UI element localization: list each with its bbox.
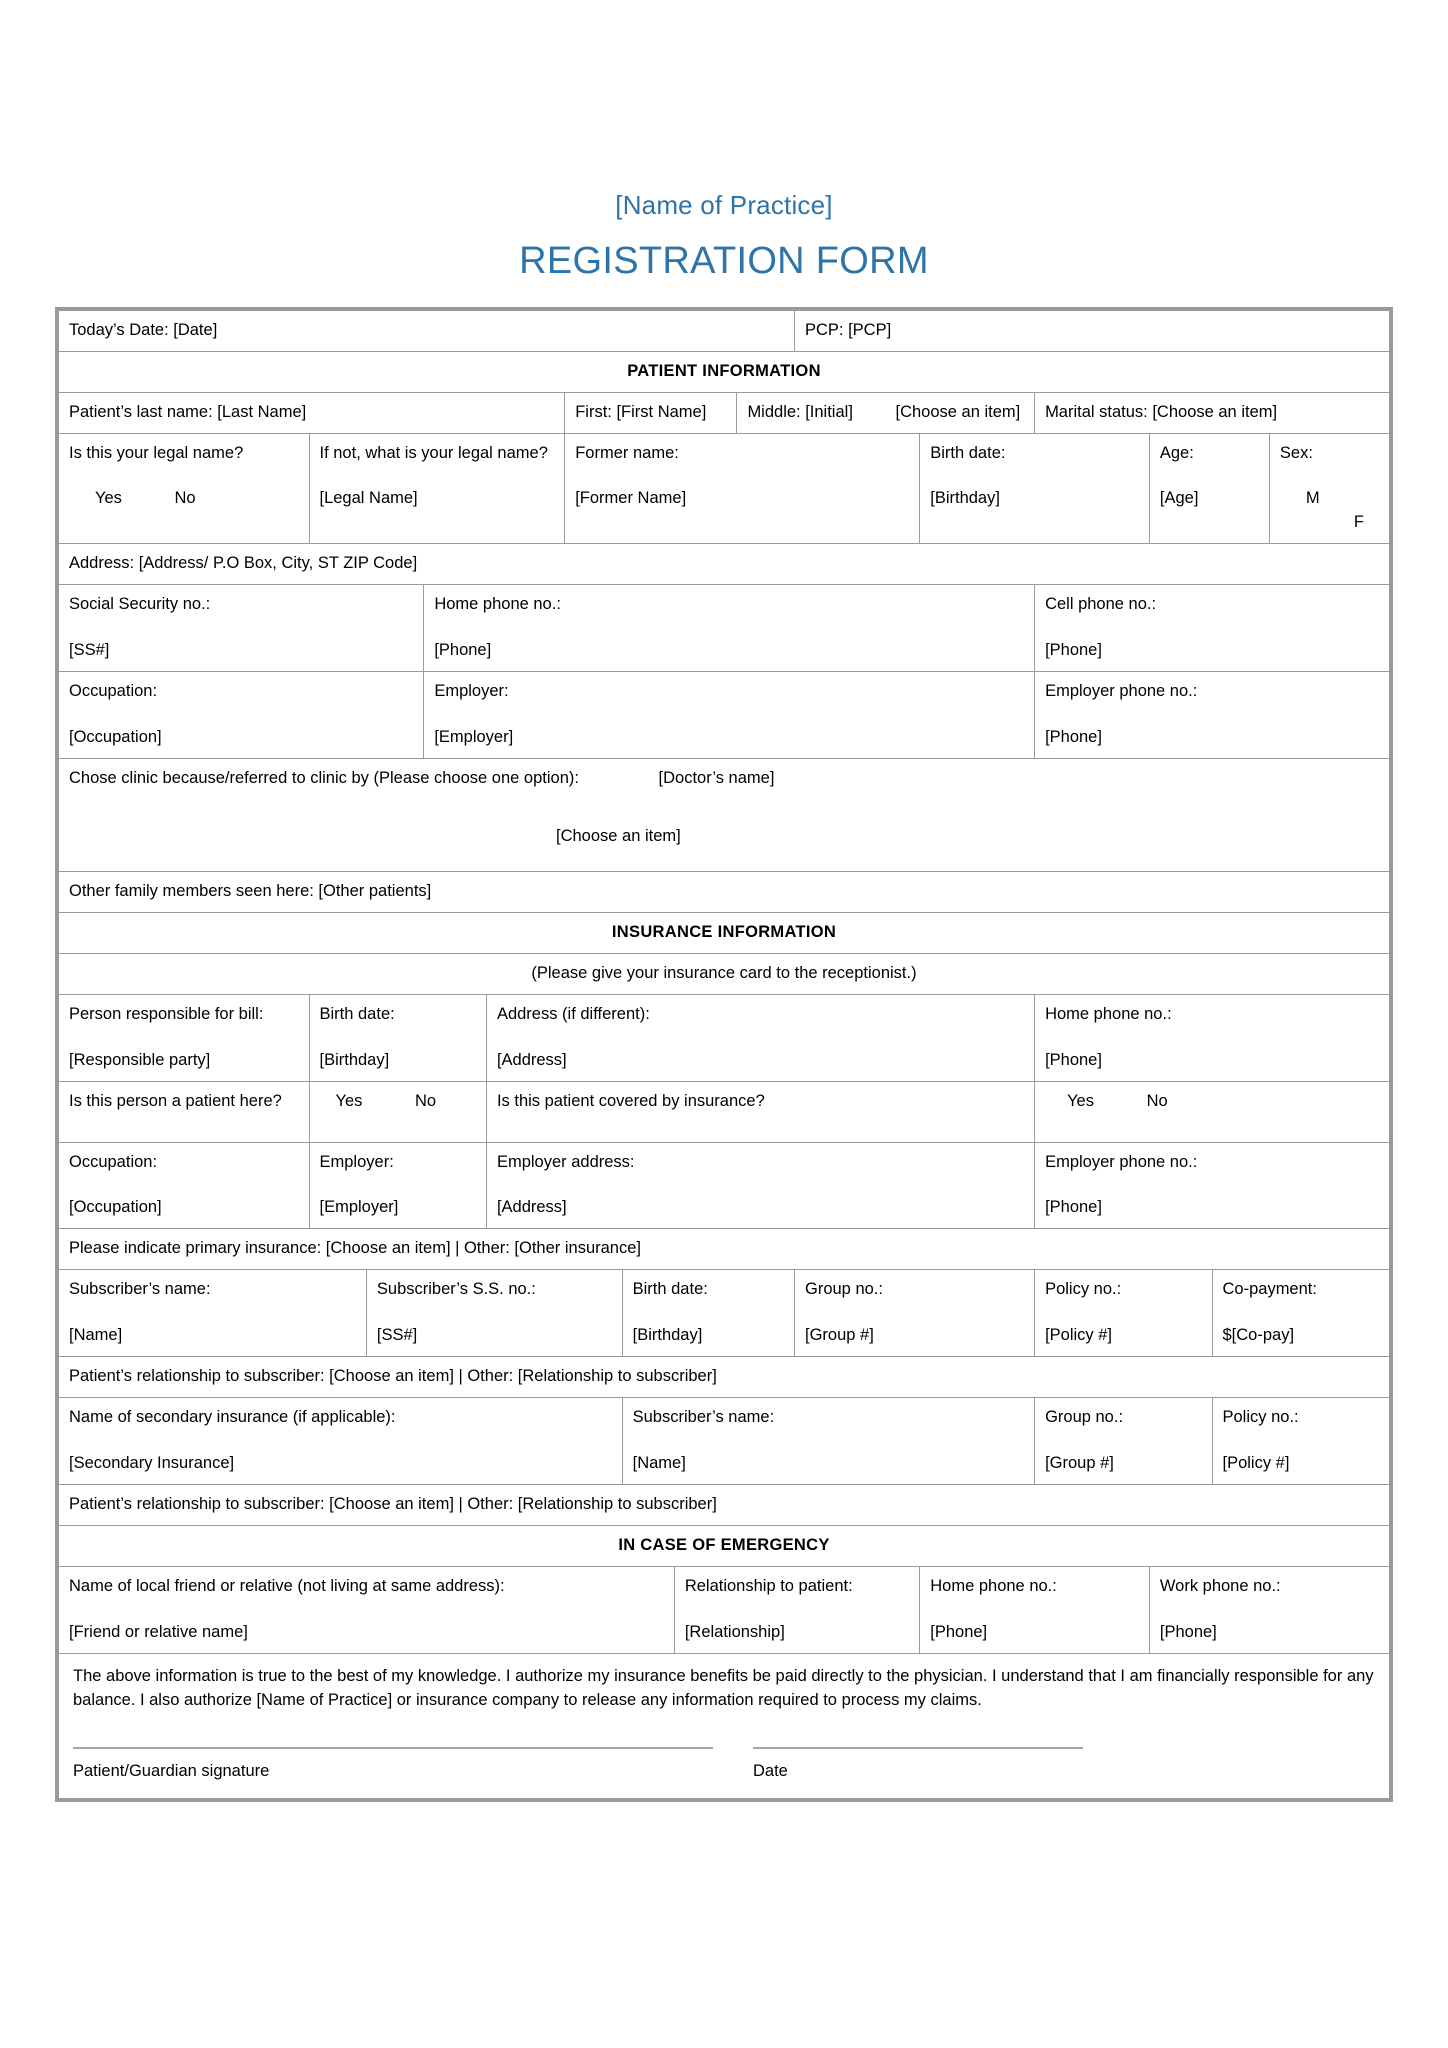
- is-person-patient-yesno-group[interactable]: [309, 1081, 486, 1142]
- signature-row: [59, 1713, 1389, 1798]
- insurance-employer-phone-label: Employer phone no.:: [1045, 1152, 1198, 1171]
- subscriber-birth-date-label: Birth date:: [632, 1280, 708, 1299]
- insurance-employer-label: Employer:: [319, 1152, 394, 1171]
- birth-date-label: Birth date:: [930, 443, 1006, 462]
- is-patient-covered-no-option[interactable]: No: [1146, 1091, 1168, 1110]
- table-row-card-note: [59, 953, 1390, 994]
- insurance-employer-phone-value[interactable]: [Phone]: [1045, 1198, 1102, 1217]
- home-phone-value[interactable]: [Phone]: [434, 641, 492, 660]
- insurance-employer-value[interactable]: [Employer]: [319, 1198, 399, 1217]
- chose-clinic-choose-item[interactable]: [Choose an item]: [556, 826, 681, 845]
- is-patient-covered-cell: [486, 1081, 1034, 1142]
- chose-clinic-label: Chose clinic because/referred to clinic by (Please choose one option):: [69, 768, 579, 787]
- secondary-subscriber-name-label: Subscriber’s name:: [632, 1408, 775, 1427]
- responsible-address-cell[interactable]: [486, 994, 1034, 1081]
- subscriber-ssn-value[interactable]: [SS#]: [376, 1326, 418, 1345]
- section-header-in-case-of-emergency: IN CASE OF EMERGENCY: [59, 1525, 1390, 1566]
- secondary-group-label: Group no.:: [1045, 1408, 1124, 1427]
- patient-middle-initial-cell[interactable]: [737, 392, 1035, 433]
- is-person-patient-no-option[interactable]: No: [415, 1091, 437, 1110]
- birth-date-value[interactable]: [Birthday]: [930, 489, 1000, 508]
- legal-name-question-cell: [59, 433, 310, 544]
- former-name-value[interactable]: [Former Name]: [575, 489, 687, 508]
- table-row-section-insurance: [59, 912, 1390, 953]
- cell-phone-value[interactable]: [Phone]: [1045, 641, 1102, 660]
- table-row-responsible-party: [59, 994, 1390, 1081]
- secondary-policy-label: Policy no.:: [1222, 1408, 1299, 1427]
- insurance-occupation-cell[interactable]: [59, 1142, 310, 1229]
- todays-date-cell[interactable]: [59, 310, 795, 351]
- is-patient-covered-label: Is this patient covered by insurance?: [496, 1091, 765, 1110]
- signature-field[interactable]: [73, 1747, 713, 1784]
- responsible-person-cell[interactable]: [59, 994, 310, 1081]
- other-family-members-label: Other family members seen here: [Other patients]: [69, 881, 432, 900]
- patient-last-name-cell[interactable]: [59, 392, 565, 433]
- relationship-primary-label: Patient’s relationship to subscriber: [Choose an item] | Other: [Relationship to subscriber]: [69, 1367, 717, 1386]
- is-person-patient-cell: [59, 1081, 310, 1142]
- subscriber-birth-date-cell[interactable]: [622, 1270, 794, 1357]
- table-row-section-emergency: [59, 1525, 1390, 1566]
- legal-name-no-option[interactable]: No: [174, 489, 196, 508]
- emergency-relationship-label: Relationship to patient:: [684, 1576, 853, 1595]
- responsible-home-phone-value[interactable]: [Phone]: [1045, 1050, 1102, 1069]
- attestation-cell: [59, 1653, 1390, 1798]
- table-row-attestation: [59, 1653, 1390, 1798]
- table-row-primary-insurance: [59, 1229, 1390, 1270]
- emergency-work-phone-label: Work phone no.:: [1159, 1576, 1281, 1595]
- subscriber-policy-cell[interactable]: [1035, 1270, 1212, 1357]
- legal-name-cell[interactable]: [309, 433, 565, 544]
- age-label: Age:: [1159, 443, 1194, 462]
- emergency-home-phone-value[interactable]: [Phone]: [930, 1622, 988, 1641]
- todays-date-label: Today’s Date: [Date]: [69, 320, 218, 339]
- secondary-policy-cell[interactable]: [1212, 1398, 1390, 1485]
- table-row-date-pcp: [59, 310, 1390, 351]
- subscriber-ssn-label: Subscriber’s S.S. no.:: [376, 1280, 536, 1299]
- attestation-text: The above information is true to the best of my knowledge. I authorize my insurance benefits be paid directly to the physician. I understand that I am financially responsible for any balance. I also authorize [Name of Practice] or insurance company to release any information required to process my claims.: [73, 1666, 1374, 1710]
- birth-date-cell[interactable]: [920, 433, 1150, 544]
- sex-male-option[interactable]: M: [1305, 489, 1320, 508]
- table-row-insurance-questions: [59, 1081, 1390, 1142]
- secondary-insurance-label: Name of secondary insurance (if applicable):: [69, 1408, 396, 1427]
- other-family-members-cell[interactable]: [59, 871, 1390, 912]
- date-line: [753, 1747, 1083, 1749]
- employer-phone-value[interactable]: [Phone]: [1045, 728, 1102, 746]
- subscriber-name-label: Subscriber’s name:: [69, 1280, 211, 1299]
- table-row-emergency-contact: [59, 1566, 1390, 1653]
- primary-insurance-label: Please indicate primary insurance: [Choose an item] | Other: [Other insurance]: [69, 1239, 641, 1258]
- secondary-group-value[interactable]: [Group #]: [1045, 1453, 1114, 1472]
- subscriber-group-value[interactable]: [Group #]: [805, 1326, 874, 1345]
- age-value[interactable]: [Age]: [1159, 489, 1199, 508]
- subscriber-copay-cell[interactable]: [1212, 1270, 1390, 1357]
- employer-cell[interactable]: [424, 672, 1035, 759]
- table-row-contact: [59, 585, 1390, 672]
- section-header-patient-information: PATIENT INFORMATION: [59, 351, 1390, 392]
- relationship-secondary-cell[interactable]: [59, 1484, 1390, 1525]
- responsible-birth-date-cell[interactable]: [309, 994, 486, 1081]
- insurance-employer-cell[interactable]: [309, 1142, 486, 1229]
- patient-marital-status-label: Marital status: [Choose an item]: [1045, 402, 1278, 421]
- emergency-relationship-cell[interactable]: [674, 1566, 919, 1653]
- secondary-insurance-cell[interactable]: [59, 1398, 623, 1485]
- insurance-employer-phone-cell[interactable]: [1035, 1142, 1390, 1229]
- patient-middle-choose-item[interactable]: [Choose an item]: [895, 402, 1021, 421]
- subscriber-ssn-cell[interactable]: [366, 1270, 622, 1357]
- employer-phone-label: Employer phone no.:: [1045, 682, 1198, 701]
- date-label: Date: [753, 1762, 788, 1781]
- signature-line: [73, 1747, 713, 1749]
- sex-female-option[interactable]: F: [1353, 513, 1364, 532]
- patient-marital-status-cell[interactable]: [1035, 392, 1390, 433]
- patient-address-label: Address: [Address/ P.O Box, City, ST ZIP Code]: [69, 554, 418, 573]
- emergency-friend-cell[interactable]: [59, 1566, 675, 1653]
- table-row-secondary-insurance: [59, 1398, 1390, 1485]
- legal-name-value[interactable]: [Legal Name]: [319, 489, 418, 508]
- sex-cell[interactable]: [1269, 433, 1389, 544]
- ssn-cell[interactable]: [59, 585, 424, 672]
- secondary-subscriber-name-value[interactable]: [Name]: [632, 1453, 686, 1472]
- patient-middle-initial-label: Middle: [Initial]: [747, 402, 853, 421]
- insurance-occupation-value[interactable]: [Occupation]: [69, 1198, 162, 1217]
- table-row-chose-clinic: [59, 758, 1390, 871]
- former-name-label: Former name:: [575, 443, 679, 462]
- employer-label: Employer:: [434, 682, 509, 701]
- title-block: [0, 0, 1448, 285]
- insurance-employer-address-value[interactable]: [Address]: [496, 1198, 567, 1217]
- responsible-birth-date-label: Birth date:: [319, 1004, 395, 1023]
- table-row-section-patient: [59, 351, 1390, 392]
- subscriber-name-cell[interactable]: [59, 1270, 367, 1357]
- secondary-policy-value[interactable]: [Policy #]: [1222, 1453, 1290, 1472]
- home-phone-cell[interactable]: [424, 585, 1035, 672]
- insurance-employer-address-cell[interactable]: [486, 1142, 1034, 1229]
- table-row-subscriber: [59, 1270, 1390, 1357]
- registration-form-table: [55, 307, 1393, 1802]
- subscriber-policy-label: Policy no.:: [1045, 1280, 1122, 1299]
- occupation-label: Occupation:: [69, 682, 158, 701]
- is-person-patient-label: Is this person a patient here?: [69, 1091, 282, 1110]
- is-patient-covered-yesno-group[interactable]: [1035, 1081, 1390, 1142]
- responsible-birth-date-value[interactable]: [Birthday]: [319, 1050, 390, 1069]
- age-cell[interactable]: [1149, 433, 1269, 544]
- subscriber-copay-label: Co-payment:: [1222, 1280, 1317, 1299]
- relationship-primary-cell[interactable]: [59, 1357, 1390, 1398]
- table-row-address: [59, 544, 1390, 585]
- responsible-address-value[interactable]: [Address]: [496, 1050, 567, 1069]
- section-header-insurance-information: INSURANCE INFORMATION: [59, 912, 1390, 953]
- patient-last-name-label: Patient’s last name: [Last Name]: [69, 402, 307, 421]
- sex-option-group[interactable]: [1306, 487, 1379, 535]
- responsible-address-label: Address (if different):: [496, 1004, 650, 1023]
- signature-spacer: [713, 1747, 753, 1784]
- responsible-person-value[interactable]: [Responsible party]: [69, 1050, 211, 1069]
- legal-name-yesno-group[interactable]: [95, 487, 196, 511]
- responsible-home-phone-label: Home phone no.:: [1045, 1004, 1172, 1023]
- signature-label: Patient/Guardian signature: [73, 1762, 270, 1781]
- responsible-home-phone-cell[interactable]: [1035, 994, 1390, 1081]
- table-row-legal-name: [59, 433, 1390, 544]
- legal-name-yes-option[interactable]: Yes: [95, 489, 122, 508]
- secondary-subscriber-name-cell[interactable]: [622, 1398, 1034, 1485]
- cell-phone-label: Cell phone no.:: [1045, 595, 1157, 614]
- patient-first-name-label: First: [First Name]: [575, 402, 707, 421]
- emergency-friend-value[interactable]: [Friend or relative name]: [69, 1622, 248, 1641]
- ssn-value[interactable]: [SS#]: [69, 641, 110, 660]
- patient-address-cell[interactable]: [59, 544, 1390, 585]
- table-row-other-family: [59, 871, 1390, 912]
- chose-clinic-cell[interactable]: [59, 758, 1390, 871]
- occupation-cell[interactable]: [59, 672, 424, 759]
- emergency-relationship-value[interactable]: [Relationship]: [684, 1622, 785, 1641]
- table-row-name: [59, 392, 1390, 433]
- practice-name: [Name of Practice]: [615, 190, 833, 220]
- secondary-group-cell[interactable]: [1035, 1398, 1212, 1485]
- employer-value[interactable]: [Employer]: [434, 728, 514, 746]
- subscriber-policy-value[interactable]: [Policy #]: [1045, 1326, 1113, 1345]
- is-person-patient-yes-option[interactable]: Yes: [335, 1091, 363, 1110]
- subscriber-name-value[interactable]: [Name]: [69, 1326, 123, 1345]
- pcp-cell[interactable]: [795, 310, 1390, 351]
- relationship-secondary-label: Patient’s relationship to subscriber: [Choose an item] | Other: [Relationship to subscriber]: [69, 1494, 717, 1513]
- pcp-label: PCP: [PCP]: [805, 320, 892, 339]
- employer-phone-cell[interactable]: [1035, 672, 1390, 759]
- table-row-employment: [59, 672, 1390, 759]
- occupation-value[interactable]: [Occupation]: [69, 728, 162, 746]
- is-patient-covered-yes-option[interactable]: Yes: [1067, 1091, 1094, 1110]
- secondary-insurance-value[interactable]: [Secondary Insurance]: [69, 1453, 235, 1472]
- emergency-home-phone-label: Home phone no.:: [930, 1576, 1057, 1595]
- emergency-work-phone-cell[interactable]: [1149, 1566, 1389, 1653]
- subscriber-group-cell[interactable]: [795, 1270, 1035, 1357]
- emergency-home-phone-cell[interactable]: [920, 1566, 1150, 1653]
- cell-phone-cell[interactable]: [1035, 585, 1390, 672]
- table-row-relationship-primary: [59, 1357, 1390, 1398]
- emergency-friend-label: Name of local friend or relative (not living at same address):: [69, 1576, 505, 1595]
- legal-name-question-label: Is this your legal name?: [69, 443, 244, 462]
- subscriber-group-label: Group no.:: [805, 1280, 883, 1299]
- insurance-card-note: (Please give your insurance card to the receptionist.): [59, 953, 1390, 994]
- subscriber-copay-value[interactable]: $[Co-pay]: [1222, 1326, 1295, 1345]
- signature-date-field[interactable]: [753, 1747, 1083, 1784]
- table-row-relationship-secondary: [59, 1484, 1390, 1525]
- home-phone-label: Home phone no.:: [434, 595, 561, 614]
- sex-label: Sex:: [1279, 443, 1313, 462]
- patient-first-name-cell[interactable]: [565, 392, 737, 433]
- emergency-work-phone-value[interactable]: [Phone]: [1159, 1622, 1217, 1641]
- table-row-insurance-employment: [59, 1142, 1390, 1229]
- insurance-employer-address-label: Employer address:: [496, 1152, 635, 1171]
- page-title: REGISTRATION FORM: [519, 240, 929, 283]
- insurance-occupation-label: Occupation:: [69, 1152, 158, 1171]
- former-name-cell[interactable]: [565, 433, 920, 544]
- responsible-person-label: Person responsible for bill:: [69, 1004, 264, 1023]
- legal-name-label: If not, what is your legal name?: [319, 443, 548, 462]
- ssn-label: Social Security no.:: [69, 595, 211, 614]
- subscriber-birth-date-value[interactable]: [Birthday]: [632, 1326, 703, 1345]
- primary-insurance-cell[interactable]: [59, 1229, 1390, 1270]
- chose-clinic-doctor-name[interactable]: [Doctor’s name]: [658, 768, 775, 787]
